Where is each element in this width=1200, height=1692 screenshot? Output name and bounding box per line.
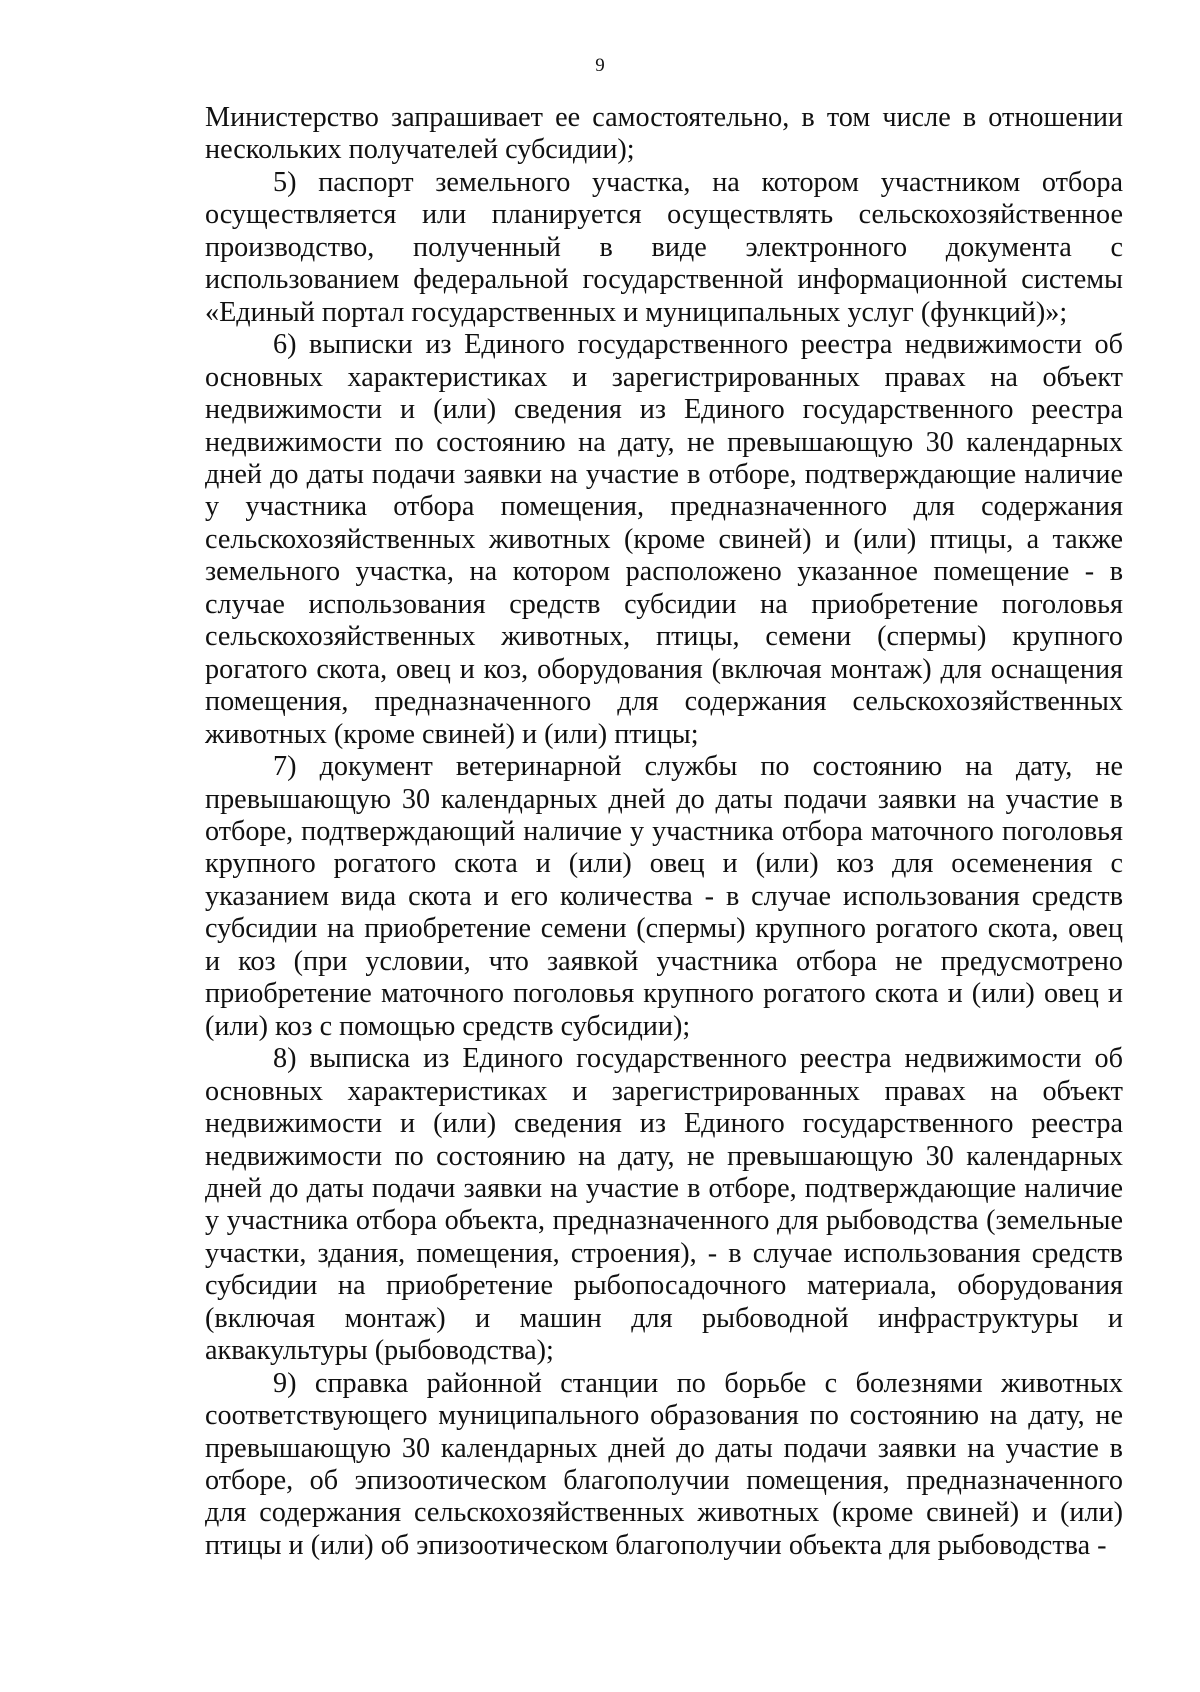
- paragraph-item-8: 8) выписка из Единого государственного реестра недвижимости об основных характеристиках и зарегистрированных правах на объект недвижимости и (или) сведения из Единого государственного реестра недвижимости по состоянию на дату, не превышающую 30 календарных дней до даты подачи заявки на участие в отборе, подтверждающие наличие у участника отбора объекта, предназначенного для рыбоводства (земельные участки, здания, помещения, строения), - в случае использования средств субсидии на приобретение рыбопосадочного материала, оборудования (включая монтаж) и машин для рыбоводной инфраструктуры и аквакультуры (рыбоводства);: [205, 1043, 1123, 1367]
- paragraph-continuation: Министерство запрашивает ее самостоятельно, в том числе в отношении нескольких получателей субсидии);: [205, 102, 1123, 166]
- paragraph-item-6: 6) выписки из Единого государственного реестра недвижимости об основных характеристиках и зарегистрированных правах на объект недвижимости и (или) сведения из Единого государственного реестра недвижимости по состоянию на дату, не превышающую 30 календарных дней до даты подачи заявки на участие в отборе, подтверждающие наличие у участника отбора помещения, предназначенного для содержания сельскохозяйственных животных (кроме свиней) и (или) птицы, а также земельного участка, на котором расположено указанное помещение - в случае использования средств субсидии на приобретение поголовья сельскохозяйственных животных, птицы, семени (спермы) крупного рогатого скота, овец и коз, оборудования (включая монтаж) для оснащения помещения, предназначенного для содержания сельскохозяйственных животных (кроме свиней) и (или) птицы;: [205, 329, 1123, 750]
- paragraph-item-7: 7) документ ветеринарной службы по состоянию на дату, не превышающую 30 календарных дней до даты подачи заявки на участие в отборе, подтверждающий наличие у участника отбора маточного поголовья крупного рогатого скота и (или) овец и (или) коз для осеменения с указанием вида скота и его количества - в случае использования средств субсидии на приобретение семени (спермы) крупного рогатого скота, овец и коз (при условии, что заявкой участника отбора не предусмотрено приобретение маточного поголовья крупного рогатого скота и (или) овец и (или) коз с помощью средств субсидии);: [205, 751, 1123, 1042]
- page-number: 9: [595, 55, 605, 76]
- document-body: [205, 102, 1123, 1562]
- paragraph-item-5: 5) паспорт земельного участка, на котором участником отбора осуществляется или планируется осуществлять сельскохозяйственное производство, полученный в виде электронного документа с использованием федеральной государственной информационной системы «Единый портал государственных и муниципальных услуг (функций)»;: [205, 166, 1123, 328]
- paragraph-item-9: 9) справка районной станции по борьбе с болезнями животных соответствующего муниципального образования по состоянию на дату, не превышающую 30 календарных дней до даты подачи заявки на участие в отборе, об эпизоотическом благополучии помещения, предназначенного для содержания сельскохозяйственных животных (кроме свиней) и (или) птицы и (или) об эпизоотическом благополучии объекта для рыбоводства -: [205, 1367, 1123, 1561]
